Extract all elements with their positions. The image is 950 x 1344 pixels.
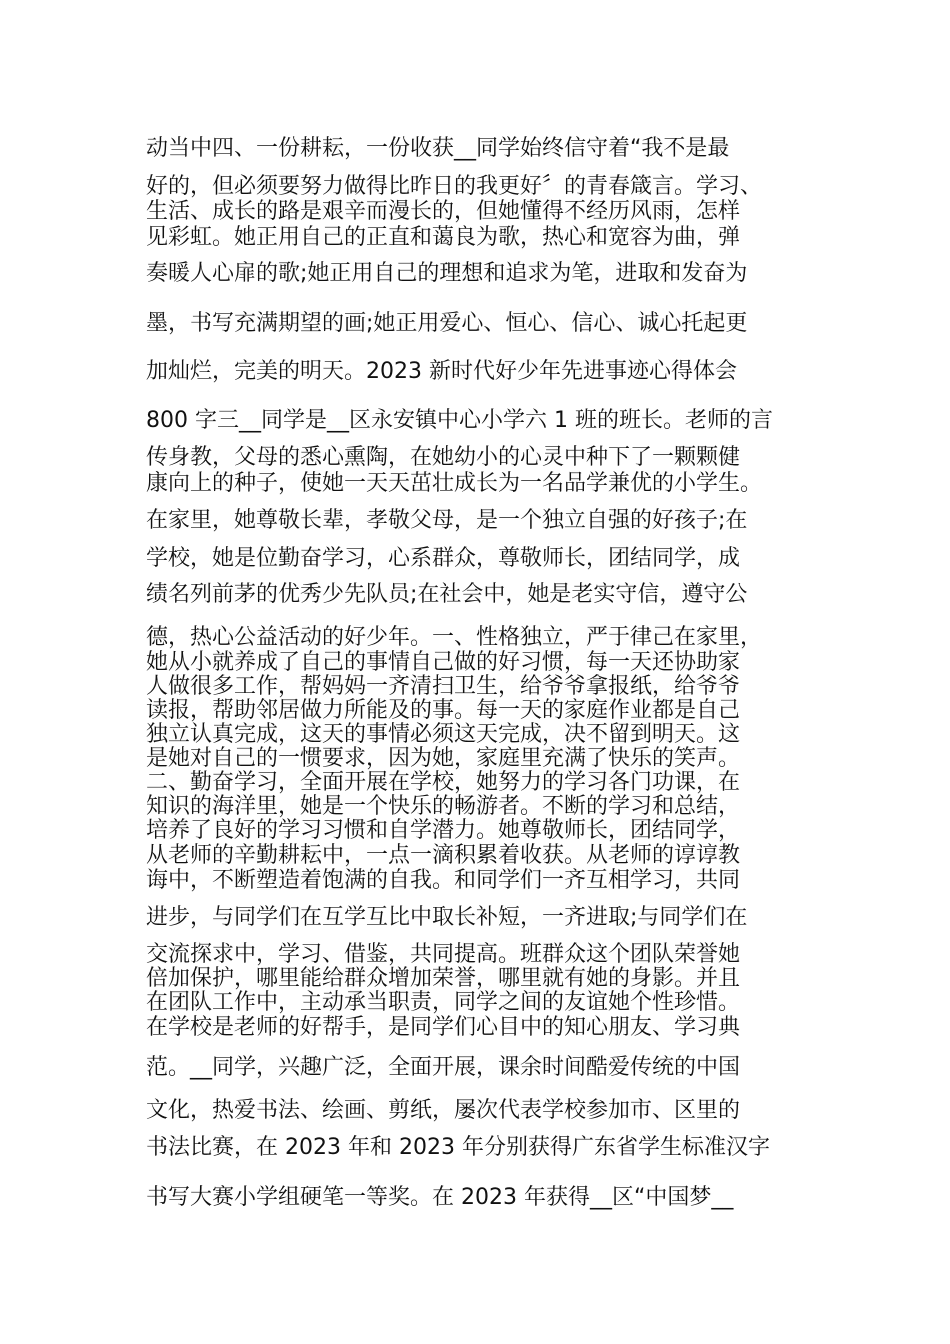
text-line: 书法比赛，在 2023 年和 2023 年分别获得广东省学生标准汉字	[146, 1135, 770, 1160]
text-line: 培养了良好的学习习惯和自学潜力。她尊敬师长，团结同学，	[146, 818, 741, 843]
text-line: 二、勤奋学习，全面开展在学校，她努力的学习各门功课，在	[146, 770, 741, 795]
text-line: 在团队工作中，主动承当职责，同学之间的友谊她个性珍惜。	[146, 990, 741, 1015]
text-line: 在家里，她尊敬长辈，孝敬父母，是一个独立自强的好孩子;在	[146, 508, 748, 533]
text-line: 传身教，父母的悉心熏陶，在她幼小的心灵中种下了一颗颗健	[146, 445, 741, 470]
text-line: 人做很多工作，帮妈妈一齐清扫卫生，给爷爷拿报纸，给爷爷	[146, 674, 741, 699]
text-line: 是她对自己的一惯要求，因为她，家庭里充满了快乐的笑声。	[146, 746, 741, 771]
text-line: 见彩虹。她正用自己的正直和蔼良为歌，热心和宽容为曲，弹	[146, 225, 741, 250]
text-line: 从老师的辛勤耕耘中，一点一滴积累着收获。从老师的谆谆教	[146, 843, 741, 868]
text-line: 好的，但必须要努力做得比昨日的我更好〞的青春箴言。学习、	[146, 174, 763, 199]
text-line: 倍加保护，哪里能给群众增加荣誉，哪里就有她的身影。并且	[146, 966, 741, 991]
text-line: 交流探求中，学习、借鉴，共同提高。班群众这个团队荣誉她	[146, 942, 741, 967]
text-line: 独立认真完成，这天的事情必须这天完成，决不留到明天。这	[146, 722, 741, 747]
text-line: 诲中，不断塑造着饱满的自我。和同学们一齐互相学习，共同	[146, 868, 741, 893]
text-line: 800 字三__同学是__区永安镇中心小学六 1 班的班长。老师的言	[146, 408, 773, 433]
text-line: 文化，热爱书法、绘画、剪纸，屡次代表学校参加市、区里的	[146, 1098, 741, 1123]
text-line: 进步，与同学们在互学互比中取长补短，一齐进取;与同学们在	[146, 905, 748, 930]
text-line: 读报，帮助邻居做力所能及的事。每一天的家庭作业都是自己	[146, 698, 741, 723]
text-line: 动当中四、一份耕耘，一份收获__同学始终信守着“我不是最	[146, 136, 730, 161]
text-line: 范。__同学，兴趣广泛，全面开展，课余时间酷爱传统的中国	[146, 1055, 741, 1080]
text-line: 知识的海洋里，她是一个快乐的畅游者。不断的学习和总结，	[146, 794, 741, 819]
text-line: 她从小就养成了自己的事情自己做的好习惯，每一天还协助家	[146, 650, 741, 675]
text-line: 绩名列前茅的优秀少先队员;在社会中，她是老实守信，遵守公	[146, 582, 748, 607]
text-line: 康向上的种子，使她一天天茁壮成长为一名品学兼优的小学生。	[146, 471, 763, 496]
text-line: 在学校是老师的好帮手，是同学们心目中的知心朋友、学习典	[146, 1015, 741, 1040]
text-line: 德，热心公益活动的好少年。一、性格独立，严于律己在家里，	[146, 625, 763, 650]
text-line: 奏暖人心扉的歌;她正用自己的理想和追求为笔，进取和发奋为	[146, 261, 748, 286]
text-line: 学校，她是位勤奋学习，心系群众，尊敬师长，团结同学，成	[146, 546, 741, 571]
text-line: 墨，书写充满期望的画;她正用爱心、恒心、信心、诚心托起更	[146, 311, 748, 336]
text-line: 书写大赛小学组硬笔一等奖。在 2023 年获得__区“中国梦__	[146, 1185, 734, 1210]
text-line: 生活、成长的路是艰辛而漫长的，但她懂得不经历风雨，怎样	[146, 199, 741, 224]
text-line: 加灿烂，完美的明天。2023 新时代好少年先进事迹心得体会	[146, 359, 737, 384]
